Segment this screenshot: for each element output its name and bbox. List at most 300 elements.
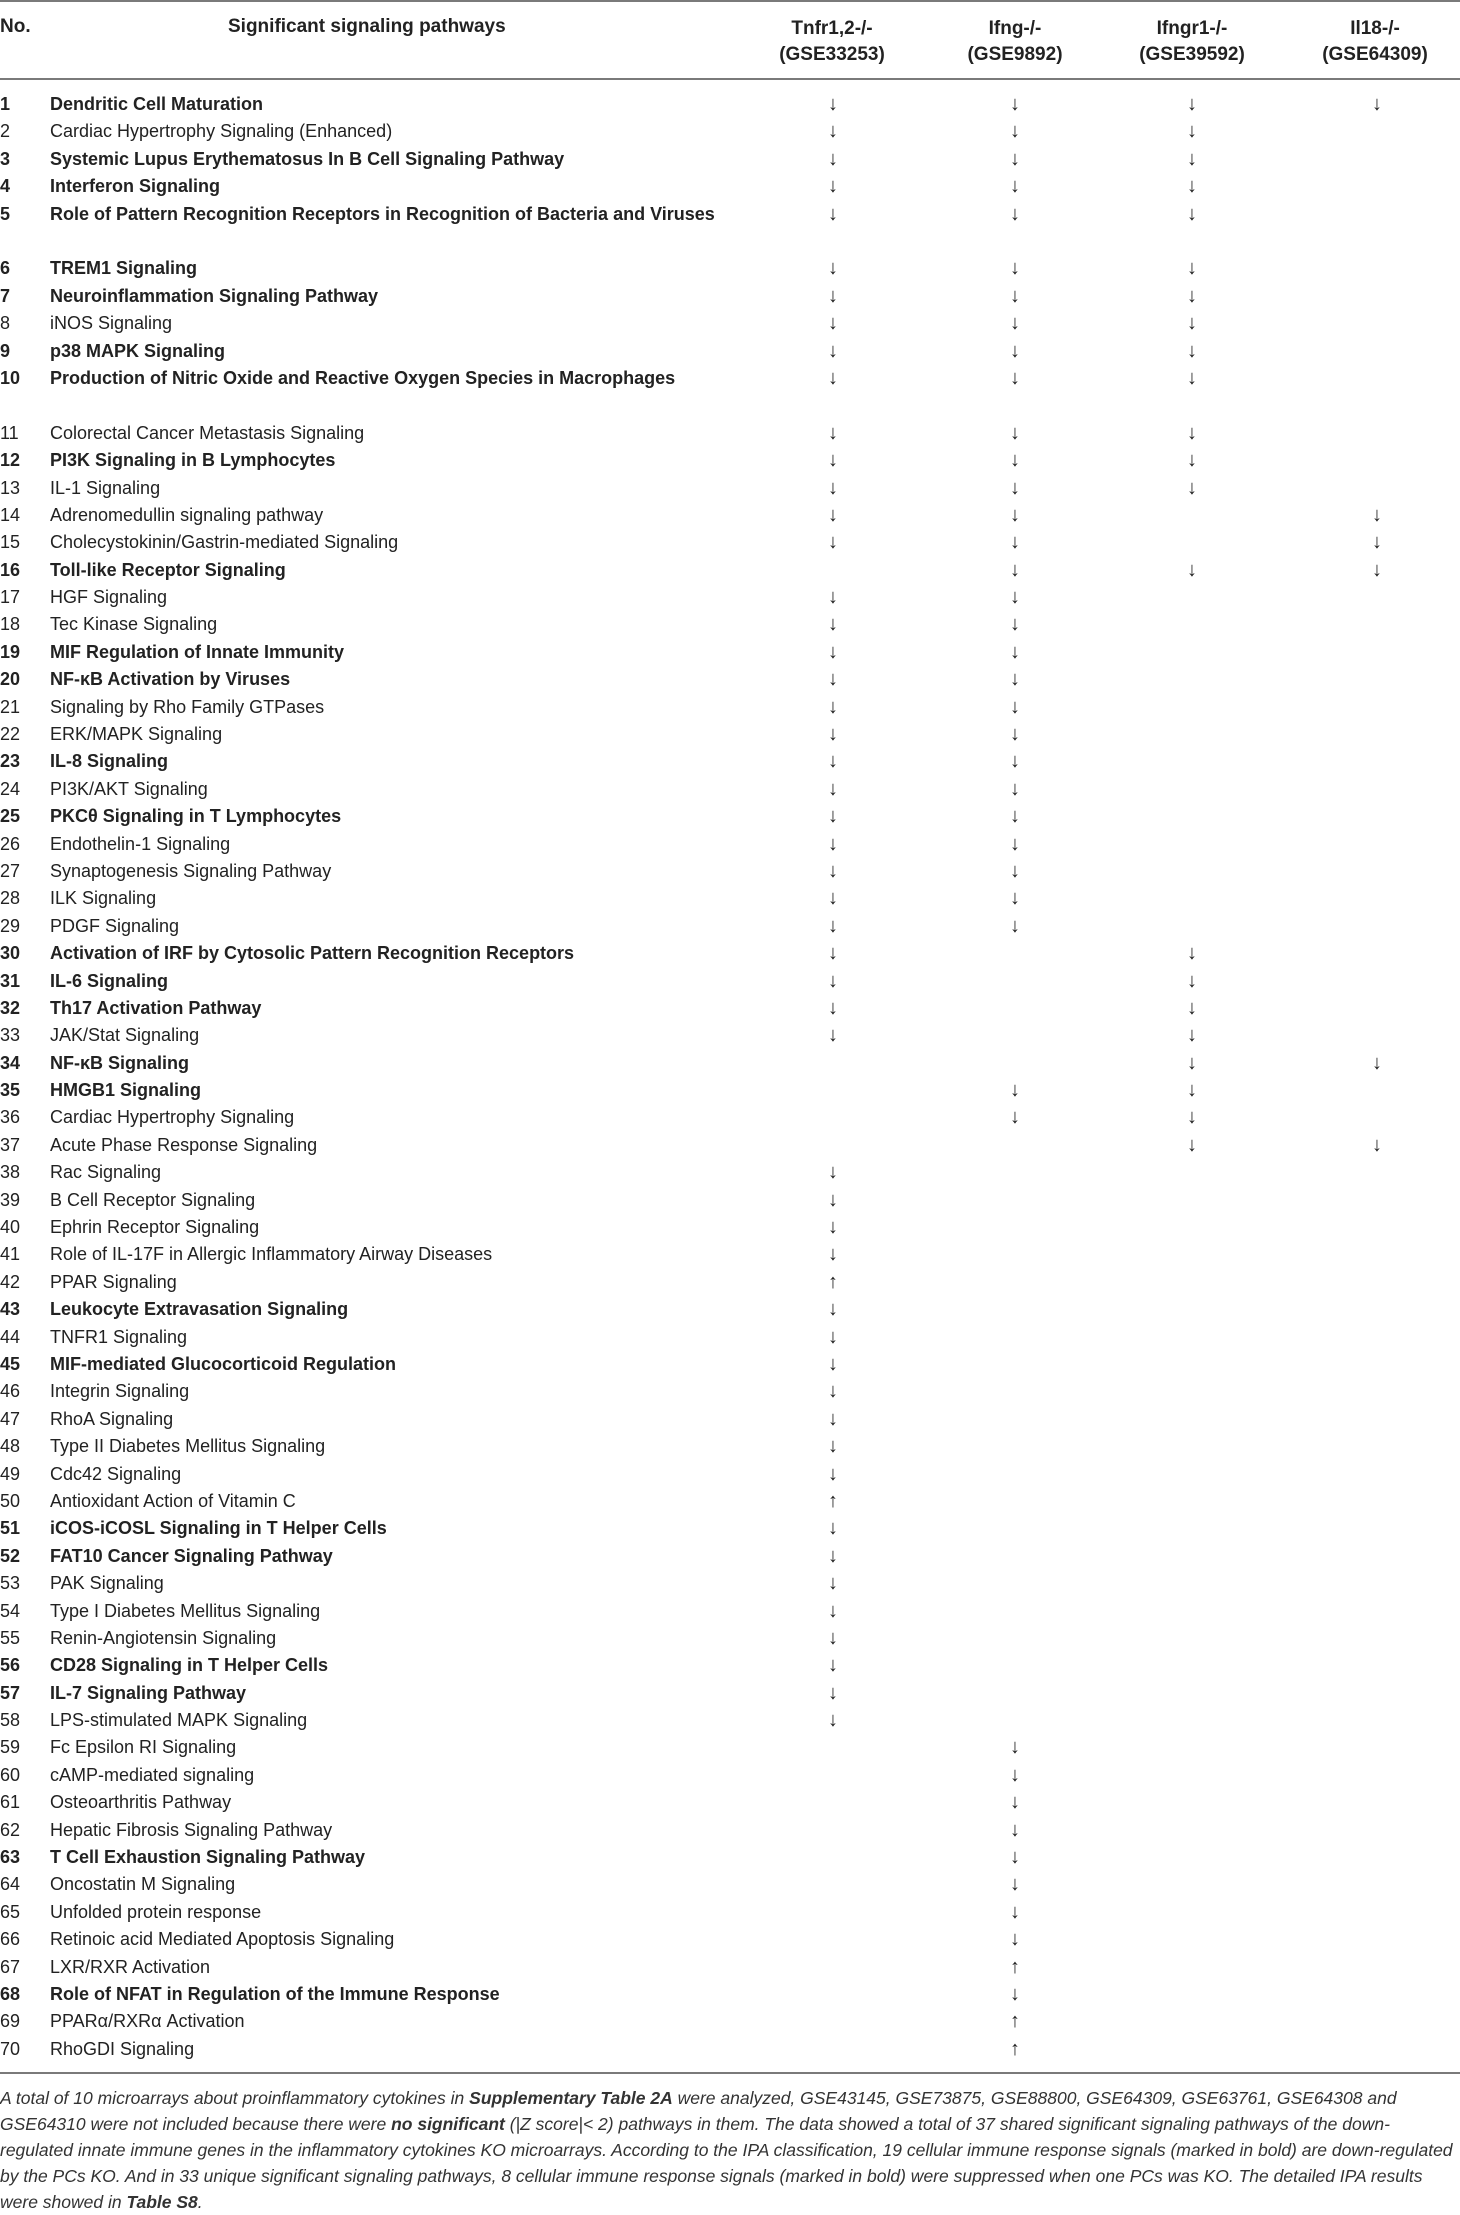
arrow-down-icon: ↓ — [1010, 147, 1020, 170]
pathway-name: CD28 Signaling in T Helper Cells — [50, 1655, 329, 1676]
table-row — [0, 1296, 1460, 1323]
arrow-down-icon: ↓ — [1010, 421, 1020, 444]
table-row — [0, 721, 1460, 748]
arrow-down-icon: ↓ — [1372, 93, 1382, 115]
table-row — [0, 1789, 1460, 1816]
table-row — [0, 1570, 1460, 1597]
row-number: 20 — [0, 669, 21, 690]
pathway-name: Role of IL-17F in Allergic Inflammatory Airway Diseases — [50, 1244, 493, 1265]
arrow-up-icon: ↑ — [1010, 2037, 1020, 2060]
arrow-down-icon: ↓ — [828, 887, 838, 910]
arrow-down-icon: ↓ — [1010, 257, 1020, 280]
table-row — [0, 1954, 1460, 1981]
pathway-name: Neuroinflammation Signaling Pathway — [50, 285, 379, 306]
arrow-down-icon: ↓ — [1010, 777, 1020, 800]
arrow-down-icon: ↓ — [828, 503, 838, 526]
footnote-bold-1: Supplementary Table 2A — [469, 2088, 673, 2108]
table-row — [0, 776, 1460, 803]
pathway-name: Retinoic acid Mediated Apoptosis Signaling — [50, 1929, 395, 1950]
arrow-down-icon: ↓ — [1187, 312, 1197, 335]
table-row — [0, 694, 1460, 721]
table-row — [0, 1077, 1460, 1104]
arrow-down-icon: ↓ — [1010, 1763, 1020, 1786]
arrow-down-icon: ↓ — [1187, 476, 1197, 499]
pathway-name: Dendritic Cell Maturation — [50, 94, 264, 114]
row-number: 7 — [0, 285, 11, 306]
row-number: 8 — [0, 313, 11, 334]
pathway-name: PI3K/AKT Signaling — [50, 778, 208, 799]
pathway-name: Signaling by Rho Family GTPases — [50, 696, 325, 717]
row-number: 25 — [0, 806, 21, 827]
table-row — [0, 611, 1460, 638]
pathway-name: Role of Pattern Recognition Receptors in Recognition of Bacteria and Viruses — [50, 203, 715, 224]
row-number: 31 — [0, 970, 21, 991]
pathway-name: Osteoarthritis Pathway — [50, 1792, 232, 1813]
row-number: 35 — [0, 1080, 21, 1101]
table-row — [0, 255, 1460, 282]
arrow-down-icon: ↓ — [828, 312, 838, 335]
arrow-down-icon: ↓ — [1010, 120, 1020, 143]
table-row — [0, 1022, 1460, 1049]
table-row — [0, 173, 1460, 200]
pathway-name: TNFR1 Signaling — [50, 1326, 188, 1347]
pathway-name: ILK Signaling — [50, 888, 157, 909]
arrow-down-icon: ↓ — [828, 1243, 838, 1266]
row-number: 65 — [0, 1901, 21, 1922]
row-number: 67 — [0, 1956, 21, 1977]
row-number: 49 — [0, 1463, 21, 1484]
pathway-name: MIF Regulation of Innate Immunity — [50, 641, 344, 662]
arrow-down-icon: ↓ — [1187, 942, 1197, 965]
row-number: 33 — [0, 1025, 21, 1046]
arrow-down-icon: ↓ — [1010, 859, 1020, 882]
row-number: 43 — [0, 1299, 21, 1320]
pathway-name: PPARα/RXRα Activation — [50, 2011, 245, 2032]
arrow-down-icon: ↓ — [828, 1654, 838, 1677]
table-row — [0, 1981, 1460, 2008]
table-row — [0, 1543, 1460, 1570]
row-number: 30 — [0, 943, 21, 964]
arrow-down-icon: ↓ — [1010, 202, 1020, 225]
arrow-down-icon: ↓ — [1010, 1736, 1020, 1759]
table-row — [0, 1050, 1460, 1077]
arrow-down-icon: ↓ — [1010, 558, 1020, 581]
arrow-down-icon: ↓ — [1187, 558, 1197, 581]
table-row — [0, 1926, 1460, 1953]
arrow-down-icon: ↓ — [828, 914, 838, 937]
row-number: 53 — [0, 1573, 21, 1594]
arrow-down-icon: ↓ — [828, 449, 838, 472]
pathway-name: Unfolded protein response — [50, 1901, 262, 1922]
arrow-down-icon: ↓ — [828, 147, 838, 170]
arrow-down-icon: ↓ — [1010, 449, 1020, 472]
arrow-down-icon: ↓ — [828, 832, 838, 855]
row-number: 4 — [0, 176, 11, 197]
row-number: 10 — [0, 367, 21, 388]
table-row — [0, 1707, 1460, 1734]
row-number: 48 — [0, 1436, 21, 1457]
row-number: 45 — [0, 1354, 21, 1374]
table-row — [0, 283, 1460, 310]
pathway-name: T Cell Exhaustion Signaling Pathway — [50, 1847, 366, 1868]
footnote-text-4: . — [197, 2192, 203, 2212]
row-number: 58 — [0, 1710, 21, 1731]
row-number: 69 — [0, 2011, 21, 2032]
arrow-down-icon: ↓ — [828, 1517, 838, 1540]
table-row — [0, 1269, 1460, 1296]
header-col-ifng-line2: (GSE9892) — [967, 44, 1063, 65]
table-row — [0, 146, 1460, 173]
pathway-name: B Cell Receptor Signaling — [50, 1189, 256, 1210]
header-col-ifngr1-line1: Ifngr1-/- — [1156, 18, 1228, 39]
arrow-down-icon: ↓ — [1010, 723, 1020, 746]
arrow-down-icon: ↓ — [828, 1161, 838, 1184]
arrow-down-icon: ↓ — [828, 93, 838, 115]
arrow-down-icon: ↓ — [1010, 668, 1020, 691]
row-number: 16 — [0, 559, 21, 580]
table-row — [0, 447, 1460, 474]
row-number: 6 — [0, 258, 11, 279]
arrow-down-icon: ↓ — [828, 1435, 838, 1458]
row-number: 1 — [0, 94, 11, 114]
arrow-down-icon: ↓ — [1010, 366, 1020, 389]
arrow-down-icon: ↓ — [828, 1709, 838, 1732]
arrow-down-icon: ↓ — [828, 284, 838, 307]
arrow-down-icon: ↓ — [828, 969, 838, 992]
row-number: 15 — [0, 532, 21, 553]
row-number: 56 — [0, 1655, 21, 1676]
row-number: 2 — [0, 121, 11, 142]
table-row — [0, 2036, 1460, 2063]
pathway-name: Cdc42 Signaling — [50, 1463, 182, 1484]
arrow-down-icon: ↓ — [1010, 914, 1020, 937]
pathway-name: Colorectal Cancer Metastasis Signaling — [50, 422, 365, 443]
arrow-down-icon: ↓ — [1010, 750, 1020, 773]
table-row — [0, 502, 1460, 529]
table-row — [0, 1324, 1460, 1351]
arrow-down-icon: ↓ — [1187, 120, 1197, 143]
row-number: 55 — [0, 1627, 21, 1648]
row-number: 52 — [0, 1545, 21, 1566]
pathway-name: Oncostatin M Signaling — [50, 1874, 236, 1895]
arrow-down-icon: ↓ — [828, 1599, 838, 1622]
bottom-rule — [0, 2072, 1460, 2074]
arrow-down-icon: ↓ — [1187, 1133, 1197, 1156]
header-col-ifng-line1: Ifng-/- — [988, 18, 1042, 39]
pathway-name: Fc Epsilon RI Signaling — [50, 1737, 237, 1758]
table-row — [0, 1132, 1460, 1159]
top-rule — [0, 0, 1460, 2]
pathway-name: HGF Signaling — [50, 587, 168, 608]
table-row — [0, 365, 1460, 420]
header-col-tnfr-line2: (GSE33253) — [779, 44, 885, 65]
arrow-down-icon: ↓ — [1187, 339, 1197, 362]
pathway-name: IL-1 Signaling — [50, 477, 161, 498]
arrow-down-icon: ↓ — [828, 586, 838, 609]
arrow-down-icon: ↓ — [828, 339, 838, 362]
header-col-tnfr-line1: Tnfr1,2-/- — [791, 18, 873, 39]
arrow-down-icon: ↓ — [828, 366, 838, 389]
arrow-down-icon: ↓ — [1010, 613, 1020, 636]
pathway-name: Role of NFAT in Regulation of the Immune Response — [50, 1983, 500, 2004]
row-number: 39 — [0, 1189, 21, 1210]
arrow-down-icon: ↓ — [1187, 366, 1197, 389]
table-row — [0, 639, 1460, 666]
arrow-up-icon: ↑ — [1010, 1955, 1020, 1978]
table-row — [0, 1871, 1460, 1898]
pathway-name: FAT10 Cancer Signaling Pathway — [50, 1545, 333, 1566]
table-row — [0, 940, 1460, 967]
header-no: No. — [0, 16, 31, 37]
row-number: 54 — [0, 1600, 21, 1621]
row-number: 44 — [0, 1326, 21, 1347]
arrow-down-icon: ↓ — [1372, 531, 1382, 554]
arrow-down-icon: ↓ — [828, 996, 838, 1019]
pathway-name: Cardiac Hypertrophy Signaling (Enhanced) — [50, 121, 393, 142]
arrow-down-icon: ↓ — [828, 695, 838, 718]
arrow-down-icon: ↓ — [1187, 257, 1197, 280]
pathway-name: Type II Diabetes Mellitus Signaling — [50, 1436, 326, 1457]
arrow-down-icon: ↓ — [828, 421, 838, 444]
row-number: 40 — [0, 1217, 21, 1238]
row-number: 18 — [0, 614, 21, 635]
arrow-down-icon: ↓ — [1010, 1818, 1020, 1841]
row-number: 66 — [0, 1929, 21, 1950]
row-number: 50 — [0, 1490, 21, 1511]
arrow-down-icon: ↓ — [828, 1298, 838, 1321]
row-number: 51 — [0, 1518, 21, 1539]
row-number: 27 — [0, 860, 21, 881]
arrow-down-icon: ↓ — [1187, 449, 1197, 472]
arrow-down-icon: ↓ — [828, 640, 838, 663]
table-row — [0, 748, 1460, 775]
table-row — [0, 803, 1460, 830]
arrow-down-icon: ↓ — [828, 859, 838, 882]
row-number: 36 — [0, 1107, 21, 1128]
row-number: 19 — [0, 641, 21, 662]
arrow-down-icon: ↓ — [1372, 1051, 1382, 1074]
table-row — [0, 118, 1460, 145]
header-col-ifngr1 — [1122, 16, 1262, 68]
pathway-name: ERK/MAPK Signaling — [50, 724, 223, 745]
row-number: 12 — [0, 450, 21, 471]
pathway-name: PDGF Signaling — [50, 915, 180, 936]
pathway-name: Type I Diabetes Mellitus Signaling — [50, 1600, 321, 1621]
header-pathways: Significant signaling pathways — [228, 16, 506, 37]
pathway-name: PPAR Signaling — [50, 1271, 177, 1292]
arrow-down-icon: ↓ — [828, 1353, 838, 1375]
table-row — [0, 1104, 1460, 1131]
row-number: 60 — [0, 1764, 21, 1785]
row-number: 63 — [0, 1847, 21, 1868]
arrow-down-icon: ↓ — [1010, 1791, 1020, 1814]
row-number: 23 — [0, 751, 21, 772]
row-number: 61 — [0, 1792, 21, 1813]
table-row — [0, 885, 1460, 912]
row-number: 34 — [0, 1052, 21, 1073]
arrow-down-icon: ↓ — [1010, 1079, 1020, 1102]
arrow-down-icon: ↓ — [1187, 1079, 1197, 1102]
table-row — [0, 1515, 1460, 1542]
pathway-name: Production of Nitric Oxide and Reactive Oxygen Species in Macrophages — [50, 367, 676, 388]
row-number: 70 — [0, 2038, 21, 2059]
row-number: 21 — [0, 696, 21, 717]
arrow-down-icon: ↓ — [1187, 175, 1197, 198]
pathway-name: Renin-Angiotensin Signaling — [50, 1627, 277, 1648]
table-row — [0, 1598, 1460, 1625]
table-row — [0, 1734, 1460, 1761]
arrow-down-icon: ↓ — [1010, 1846, 1020, 1869]
arrow-up-icon: ↑ — [828, 1270, 838, 1293]
pathway-name: IL-7 Signaling Pathway — [50, 1682, 247, 1703]
table-row — [0, 858, 1460, 885]
arrow-down-icon: ↓ — [828, 1572, 838, 1595]
pathway-name: Leukocyte Extravasation Signaling — [50, 1299, 349, 1320]
table-row — [0, 1433, 1460, 1460]
arrow-down-icon: ↓ — [1187, 421, 1197, 444]
arrow-down-icon: ↓ — [828, 257, 838, 280]
pathway-name: Antioxidant Action of Vitamin C — [50, 1490, 296, 1511]
pathway-name: Toll-like Receptor Signaling — [50, 559, 286, 580]
arrow-down-icon: ↓ — [1010, 476, 1020, 499]
table-row — [0, 338, 1460, 365]
pathway-name: JAK/Stat Signaling — [50, 1025, 200, 1046]
arrow-down-icon: ↓ — [828, 476, 838, 499]
row-number: 47 — [0, 1408, 21, 1429]
pathway-name: Activation of IRF by Cytosolic Pattern Recognition Receptors — [50, 943, 575, 964]
arrow-down-icon: ↓ — [828, 723, 838, 746]
table-row — [0, 420, 1460, 447]
pathway-name: Endothelin-1 Signaling — [50, 833, 231, 854]
row-number: 32 — [0, 997, 21, 1018]
pathway-name: Acute Phase Response Signaling — [50, 1134, 318, 1155]
table-row — [0, 529, 1460, 556]
pathway-name: MIF-mediated Glucocorticoid Regulation — [50, 1354, 397, 1374]
pathway-name: RhoGDI Signaling — [50, 2038, 195, 2059]
footnote-bold-3: Table S8 — [126, 2192, 198, 2212]
pathway-name: LPS-stimulated MAPK Signaling — [50, 1710, 308, 1731]
pathway-name: IL-6 Signaling — [50, 970, 169, 991]
row-number: 26 — [0, 833, 21, 854]
arrow-down-icon: ↓ — [828, 777, 838, 800]
table-row — [0, 475, 1460, 502]
pathway-name: Cardiac Hypertrophy Signaling — [50, 1107, 295, 1128]
arrow-down-icon: ↓ — [828, 1462, 838, 1485]
row-number: 29 — [0, 915, 21, 936]
arrow-down-icon: ↓ — [1010, 695, 1020, 718]
row-number: 42 — [0, 1271, 21, 1292]
arrow-down-icon: ↓ — [1010, 1106, 1020, 1129]
pathway-name: PI3K Signaling in B Lymphocytes — [50, 450, 336, 471]
pathway-name: Synaptogenesis Signaling Pathway — [50, 860, 332, 881]
row-number: 22 — [0, 724, 21, 745]
table-row — [0, 584, 1460, 611]
pathway-name: LXR/RXR Activation — [50, 1956, 211, 1977]
header-col-ifngr1-line2: (GSE39592) — [1139, 44, 1245, 65]
pathway-name: PAK Signaling — [50, 1573, 164, 1594]
arrow-down-icon: ↓ — [828, 1626, 838, 1649]
arrow-down-icon: ↓ — [1372, 558, 1382, 581]
pathway-name: Ephrin Receptor Signaling — [50, 1217, 260, 1238]
arrow-down-icon: ↓ — [828, 531, 838, 554]
pathway-name: RhoA Signaling — [50, 1408, 174, 1429]
arrow-down-icon: ↓ — [1010, 312, 1020, 335]
header-col-il18-line1: Il18-/- — [1350, 18, 1400, 39]
arrow-down-icon: ↓ — [828, 1188, 838, 1211]
table-row — [0, 1187, 1460, 1214]
arrow-down-icon: ↓ — [1010, 586, 1020, 609]
row-number: 59 — [0, 1737, 21, 1758]
arrow-down-icon: ↓ — [1010, 887, 1020, 910]
arrow-down-icon: ↓ — [828, 942, 838, 965]
arrow-down-icon: ↓ — [828, 1325, 838, 1348]
arrow-down-icon: ↓ — [1010, 1928, 1020, 1951]
arrow-down-icon: ↓ — [1010, 1982, 1020, 2005]
pathway-name: cAMP-mediated signaling — [50, 1764, 255, 1785]
arrow-down-icon: ↓ — [828, 1024, 838, 1047]
arrow-down-icon: ↓ — [1010, 339, 1020, 362]
table-row — [0, 1214, 1460, 1241]
row-number: 37 — [0, 1134, 21, 1155]
row-number: 9 — [0, 340, 11, 361]
pathway-name: Hepatic Fibrosis Signaling Pathway — [50, 1819, 333, 1840]
pathway-name: iNOS Signaling — [50, 313, 173, 334]
pathway-name: TREM1 Signaling — [50, 258, 198, 279]
table-row — [0, 1159, 1460, 1186]
arrow-down-icon: ↓ — [1010, 503, 1020, 526]
table-row — [0, 968, 1460, 995]
arrow-down-icon: ↓ — [1010, 175, 1020, 198]
table-row — [0, 557, 1460, 584]
arrow-down-icon: ↓ — [828, 668, 838, 691]
table-row — [0, 1680, 1460, 1707]
header-col-ifng — [945, 16, 1085, 68]
row-number: 24 — [0, 778, 21, 799]
arrow-up-icon: ↑ — [828, 1489, 838, 1512]
row-number: 64 — [0, 1874, 21, 1895]
row-number: 11 — [0, 422, 19, 443]
header-rule — [0, 78, 1460, 80]
pathway-name: Tec Kinase Signaling — [50, 614, 218, 635]
table-row — [0, 913, 1460, 940]
table-row — [0, 91, 1460, 118]
arrow-down-icon: ↓ — [1010, 805, 1020, 828]
arrow-down-icon: ↓ — [1010, 640, 1020, 663]
footnote-bold-2: no significant — [391, 2114, 505, 2134]
pathway-name: IL-8 Signaling — [50, 751, 169, 772]
table-row — [0, 1351, 1460, 1378]
header-col-tnfr — [762, 16, 902, 68]
pathway-name: Rac Signaling — [50, 1162, 162, 1183]
arrow-down-icon: ↓ — [1187, 1024, 1197, 1047]
table-row — [0, 995, 1460, 1022]
row-number: 14 — [0, 504, 21, 525]
table-row — [0, 2008, 1460, 2035]
arrow-down-icon: ↓ — [1372, 1133, 1382, 1156]
arrow-down-icon: ↓ — [1187, 1051, 1197, 1074]
row-number: 13 — [0, 477, 21, 498]
pathway-name: Cholecystokinin/Gastrin-mediated Signaling — [50, 532, 399, 553]
pathway-name: NF-κB Activation by Viruses — [50, 669, 291, 690]
table-row — [0, 1461, 1460, 1488]
arrow-down-icon: ↓ — [1187, 969, 1197, 992]
arrow-down-icon: ↓ — [1010, 832, 1020, 855]
arrow-down-icon: ↓ — [828, 750, 838, 773]
table-row — [0, 1406, 1460, 1433]
footnote-text-2: were analyzed, GSE43145, GSE73875, GSE88800, GSE64309, GSE63761, GSE64308 and GSE64310 were not included because there were — [0, 2088, 1397, 2134]
table-row — [0, 310, 1460, 337]
arrow-down-icon: ↓ — [1187, 996, 1197, 1019]
